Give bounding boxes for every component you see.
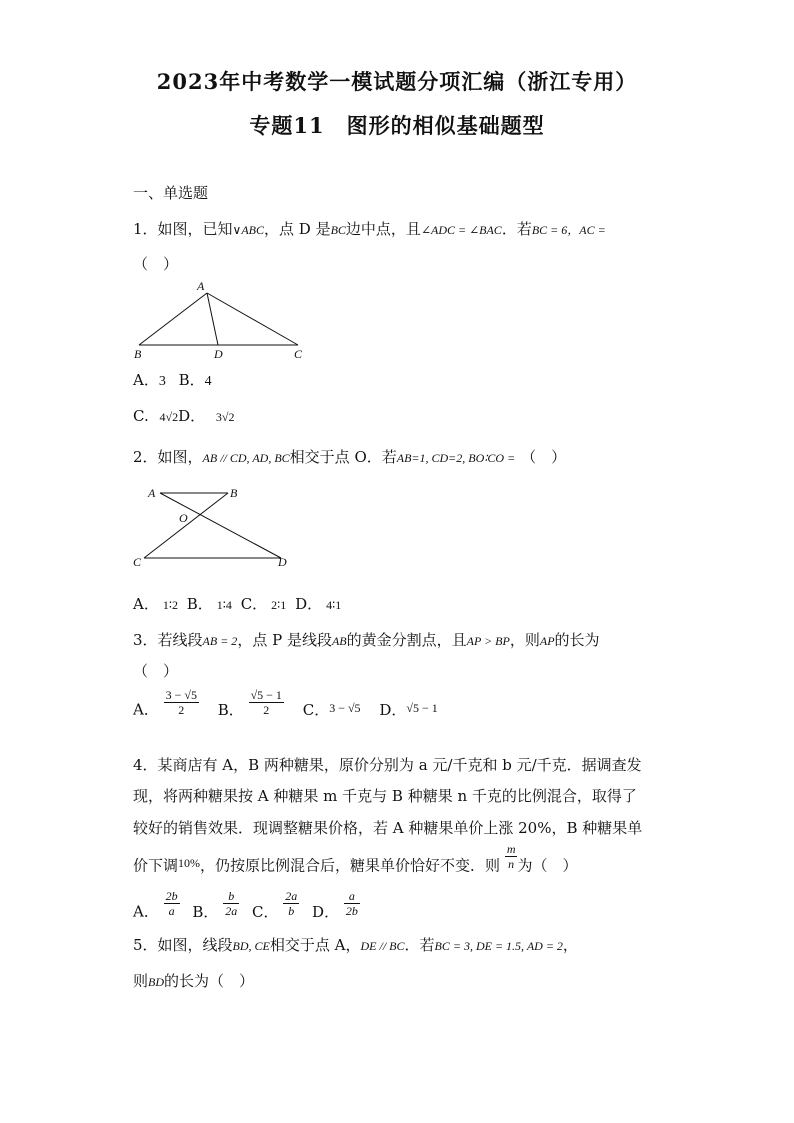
q1-option-c-value: 4√2: [159, 410, 179, 424]
q3-suffix: 的长为: [554, 631, 600, 649]
q4-ratio-numerator: m: [506, 842, 516, 856]
q2-option-d-label: D．: [295, 595, 323, 613]
q3-ap: AP: [539, 634, 555, 648]
q2-options: [133, 593, 341, 614]
q2-label-a: A: [148, 486, 156, 500]
q4-option-c-label: C．: [252, 902, 279, 921]
q4-option-a-denominator: a: [168, 904, 175, 918]
q1-option-b-value: 4: [204, 374, 212, 389]
q3-prefix: 3．若线段: [133, 631, 203, 649]
q4-option-c-fraction: [283, 889, 299, 918]
q1-option-d-label: D．: [178, 407, 206, 425]
q1-figure: [128, 278, 318, 363]
q3-condition: AP > BP: [466, 634, 510, 648]
q3-ab2: AB: [331, 634, 347, 648]
q5-condition: DE // BC: [360, 939, 405, 953]
q1-triangle: ∨ABC: [232, 223, 264, 237]
q1-option-b-label: B．: [178, 371, 205, 389]
q4-line-4: [133, 842, 578, 881]
q5-bd: BD: [148, 975, 165, 989]
q3-option-a-numerator: 3 − √5: [165, 688, 197, 702]
q4-line-3: 较好的销售效果．现调整糖果价格，若 A 种糖果单价上涨 20%，B 种糖果单: [133, 819, 643, 837]
q5-given: BC = 3, DE = 1.5, AD = 2: [434, 939, 563, 953]
q3-option-a-denominator: 2: [178, 703, 185, 717]
q3-text: ，则: [509, 631, 540, 649]
q1-label-a: A: [197, 279, 205, 293]
q3-paren: （ ）: [133, 662, 179, 680]
q3-option-d-value: √5 − 1: [406, 700, 438, 715]
q5-text: ，: [562, 936, 578, 954]
q5-text: 则: [133, 972, 149, 990]
q4-options: [133, 889, 360, 927]
q3-option-b-denominator: 2: [263, 703, 270, 717]
q2-condition: AB // CD, AD, BC: [202, 451, 290, 465]
question-2-stem: [133, 446, 566, 467]
q4-option-d-fraction: [344, 889, 360, 918]
q1-options-row2: [133, 405, 235, 426]
q1-text: ．若: [501, 220, 532, 238]
q2-figure: [128, 478, 298, 573]
q4-option-b-numerator: b: [223, 889, 239, 904]
q3-option-c-label: C．: [302, 700, 330, 719]
q4-option-b-label: B．: [192, 902, 219, 921]
q4-percent: 10%: [178, 855, 201, 870]
q3-option-b-label: B．: [217, 700, 244, 719]
q1-option-a-label: A．: [133, 371, 159, 389]
q3-options: [133, 688, 438, 725]
q2-prefix: 2．如图，: [133, 448, 203, 466]
question-3-stem: [133, 629, 600, 650]
q1-paren: （ ）: [133, 255, 179, 273]
q5-line-2: [133, 970, 254, 991]
q1-given: BC = 6，AC =: [531, 223, 606, 237]
q3-option-d-label: D．: [379, 700, 407, 719]
q3-text: ，点 P 是线段: [237, 631, 332, 649]
q3-text: 的黄金分割点，且: [346, 631, 467, 649]
q4-option-b-denominator: 2a: [225, 904, 238, 918]
q3-ab: AB = 2: [202, 634, 238, 648]
q4-option-c-numerator: 2a: [285, 889, 298, 903]
question-1-stem: [133, 218, 606, 239]
page-subtitle: 专题11 图形的相似基础题型: [249, 113, 545, 138]
section-heading: 一、单选题: [133, 184, 209, 202]
q1-prefix: 1．如图，已知: [133, 220, 233, 238]
q5-text: 的长为（ ）: [164, 972, 255, 990]
q1-option-a-value: 3: [158, 374, 166, 389]
q3-option-a-label: A．: [133, 700, 159, 719]
q1-options-row1: [133, 369, 212, 390]
q1-bc: BC: [330, 223, 346, 237]
q4-option-b-fraction: [223, 889, 239, 918]
q1-label-c: C: [294, 347, 303, 361]
q4-text: ，仍按原比例混合后，糖果单价恰好不变．则: [200, 856, 501, 875]
q2-label-o: O: [179, 511, 188, 525]
q1-option-d-value: 3√2: [215, 410, 235, 424]
q4-ratio-fraction: [505, 842, 518, 871]
q2-option-a-value: 1∶2: [162, 598, 178, 612]
q5-text: ．若: [404, 936, 435, 954]
q3-option-c-value: 3 − √5: [329, 700, 361, 715]
q3-option-b-fraction: [249, 688, 284, 717]
q4-option-a-label: A．: [133, 902, 159, 921]
q4-option-c-denominator: b: [288, 904, 295, 918]
q2-label-c: C: [133, 555, 142, 569]
q5-text: 相交于点 A，: [269, 936, 361, 954]
q4-option-a-fraction: [164, 889, 180, 918]
q2-option-d-value: 4∶1: [326, 598, 342, 612]
q1-option-c-label: C.: [133, 407, 149, 425]
page-title: 2023年中考数学一模试题分项汇编（浙江专用）: [156, 69, 638, 94]
q1-angles: ∠ADC = ∠BAC: [420, 223, 502, 237]
q2-given: AB=1, CD=2, BO∶CO =: [396, 451, 516, 465]
q1-text: ，点 D 是: [264, 220, 331, 238]
q4-option-d-numerator: a: [344, 889, 360, 904]
q4-line-1: 4．某商店有 A，B 两种糖果，原价分别为 a 元/千克和 b 元/千克．据调查发: [133, 756, 642, 774]
q1-label-d: D: [214, 347, 223, 361]
q2-option-b-value: 1∶4: [216, 598, 232, 612]
q4-ratio-denominator: n: [508, 857, 515, 871]
q4-text: 价下调: [133, 856, 179, 875]
q1-label-b: B: [134, 347, 142, 361]
q2-option-b-label: B．: [186, 595, 213, 613]
q2-option-c-label: C．: [240, 595, 268, 613]
q4-option-a-numerator: 2b: [165, 889, 178, 903]
q2-text: 相交于点 O．若: [289, 448, 397, 466]
q2-label-d: D: [278, 555, 287, 569]
q2-label-b: B: [230, 486, 238, 500]
q4-line-2: 现，将两种糖果按 A 种糖果 m 千克与 B 种糖果 n 千克的比例混合，取得了: [133, 787, 637, 805]
q3-option-b-numerator: √5 − 1: [250, 688, 282, 702]
q4-option-d-denominator: 2b: [345, 904, 358, 918]
q1-text: 边中点，且: [345, 220, 421, 238]
q4-text: 为（ ）: [517, 856, 578, 875]
q2-paren: （ ）: [521, 448, 567, 466]
q3-option-a-fraction: [164, 688, 199, 717]
q5-prefix: 5．如图，线段: [133, 936, 233, 954]
q2-option-a-label: A．: [133, 595, 159, 613]
q4-option-d-label: D．: [312, 902, 340, 921]
q2-option-c-value: 2∶1: [271, 598, 287, 612]
question-5-stem: [133, 934, 578, 955]
q5-segments: BD, CE: [232, 939, 270, 953]
